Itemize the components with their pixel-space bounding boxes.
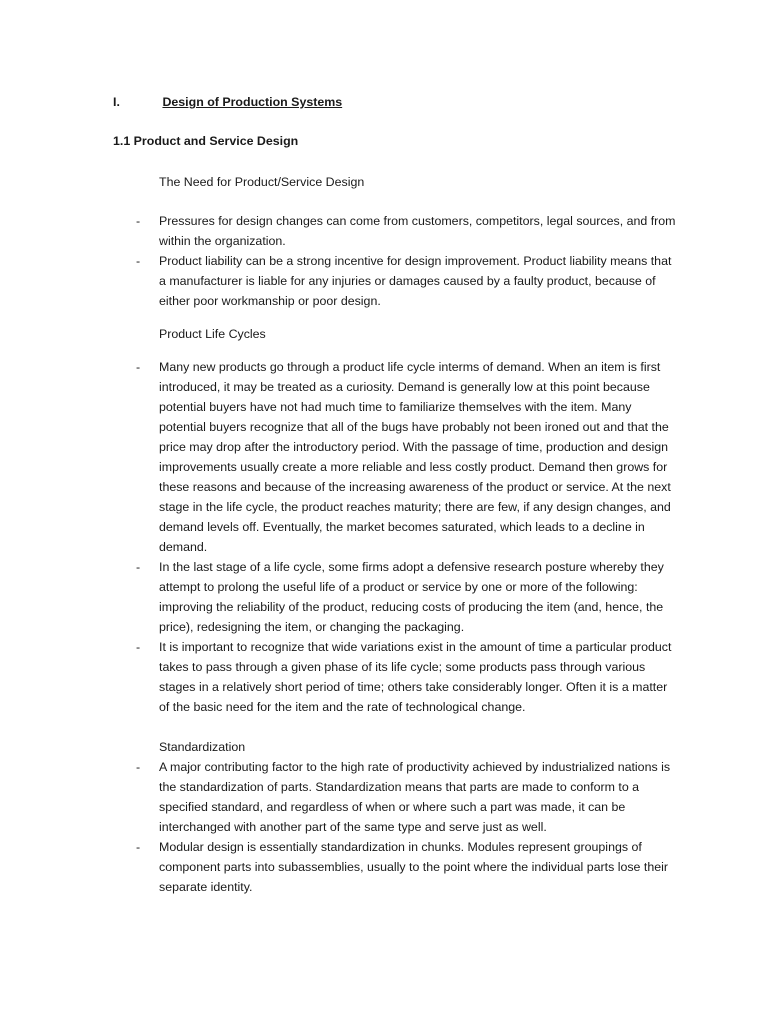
- bullet-marker: -: [136, 560, 141, 574]
- list-item-text: It is important to recognize that wide variations exist in the amount of time a particular product takes to pass through a given phase of its life cycle; some products pass through various stages in a relatively short period of time; others take considerably longer. Often it is a matter of the basic need for the item and the rate of technological change.: [159, 640, 672, 714]
- bullet-marker: -: [136, 254, 141, 268]
- list-item: [0, 757, 681, 837]
- block-heading-standardization: Standardization: [159, 740, 246, 754]
- subsection-heading: 1.1 Product and Service Design: [113, 134, 299, 148]
- list-item-text: Modular design is essentially standardization in chunks. Modules represent groupings of component parts into subassemblies, usually to the point where the individual parts lose their separate identity.: [159, 840, 668, 894]
- list-item: [0, 557, 681, 637]
- bullet-marker: -: [136, 840, 141, 854]
- section-heading: [113, 92, 342, 112]
- block-heading-product-life-cycles: Product Life Cycles: [159, 327, 266, 341]
- list-item-text: Pressures for design changes can come from customers, competitors, legal sources, and from within the organization.: [159, 214, 676, 248]
- bullet-marker: -: [136, 214, 141, 228]
- list-item: [0, 357, 681, 557]
- bullet-marker: -: [136, 640, 141, 654]
- list-item-text: Product liability can be a strong incentive for design improvement. Product liability means that a manufacturer is liable for any injuries or damages caused by a faulty product, because of either poor workmanship or poor design.: [159, 254, 672, 308]
- bullet-marker: -: [136, 760, 141, 774]
- bullet-list-need-for-design: [0, 211, 768, 311]
- list-item: [0, 637, 681, 717]
- list-item-text: A major contributing factor to the high rate of productivity achieved by industrialized nations is the standardization of parts. Standardization means that parts are made to conform to a specified standard, and regardless of when or where such a part was made, it can be interchanged with another part of the same type and serve just as well.: [159, 760, 671, 834]
- bullet-list-product-life-cycles: [0, 357, 768, 717]
- list-item-text: Many new products go through a product life cycle interms of demand. When an item is first introduced, it may be treated as a curiosity. Demand is generally low at this point because potential buyers have not had much time to familiarize themselves with the item. Many potential buyers recognize that all of the bugs have probably not been ironed out and that the price may drop after the introductory period. With the passage of time, production and design improvements usually create a more reliable and less costly product. Demand then grows for these reasons and because of the increasing awareness of the product or service. At the next stage in the life cycle, the product reaches maturity; there are few, if any design changes, and demand levels off. Eventually, the market becomes saturated, which leads to a decline in demand.: [159, 360, 671, 554]
- block-heading-need-for-design: The Need for Product/Service Design: [159, 175, 365, 189]
- list-item: [0, 211, 681, 251]
- bullet-list-standardization: [0, 757, 768, 897]
- list-item-text: In the last stage of a life cycle, some firms adopt a defensive research posture whereby they attempt to prolong the useful life of a product or service by one or more of the following: improving the reliability of the product, reducing costs of producing the item (and, hence, the price), redesigning the item, or changing the packaging.: [159, 560, 664, 634]
- bullet-marker: -: [136, 360, 141, 374]
- section-title: Design of Production Systems: [162, 95, 343, 109]
- list-item: [0, 837, 681, 897]
- section-number: I.: [113, 95, 120, 109]
- list-item: [0, 251, 681, 311]
